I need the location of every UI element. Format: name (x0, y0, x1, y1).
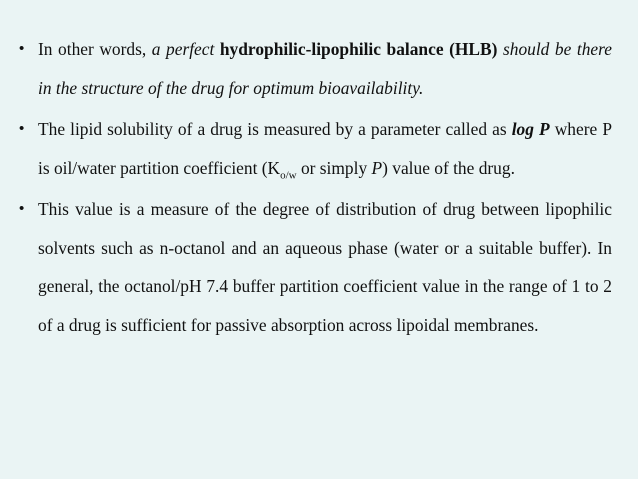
bullet-log-p (0, 110, 638, 187)
bullet-marker: • (19, 40, 25, 57)
bullet-list (0, 30, 638, 344)
bullet-text: This value is a measure of the degree of distribution of drug between lipophilic solvents such as n-octanol and an aqueous phase (water or a suitable buffer). In general, the octanol/pH 7.4 buffer partition coefficient value in the range of 1 to 2 of a drug is sufficient for passive absorption across lipoidal membranes. (38, 199, 612, 335)
bullet-marker: • (19, 200, 25, 217)
bullet-text: The lipid solubility of a drug is measured by a parameter called as log P where P is oil/water partition coefficient ($K_{o/w}$ or simply P) value of the drug. (38, 119, 612, 181)
bullet-hlb (0, 30, 638, 107)
bullet-text: In other words, a perfect hydrophilic-lipophilic balance (HLB) should be there in the structure of the drug for optimum bioavailability. (38, 39, 612, 98)
bullet-partition-value (0, 190, 638, 344)
bullet-marker: • (19, 120, 25, 137)
